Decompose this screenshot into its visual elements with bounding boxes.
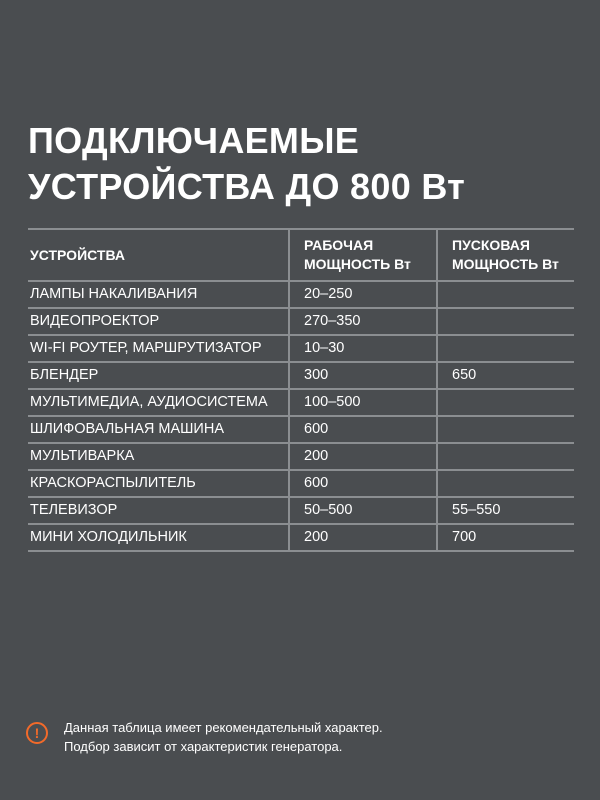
devices-table — [28, 228, 574, 552]
cell-starting-power — [436, 309, 574, 334]
cell-device: МУЛЬТИМЕДИА, АУДИОСИСТЕМА — [30, 394, 268, 410]
cell-working-power: 200 — [288, 525, 436, 550]
cell-starting-power — [436, 336, 574, 361]
table-row — [28, 309, 574, 336]
cell-working-power: 50–500 — [288, 498, 436, 523]
cell-working-power: 600 — [288, 471, 436, 496]
header-starting-power — [436, 230, 574, 280]
cell-starting-power: 650 — [436, 363, 574, 388]
header-starting-line-1: ПУСКОВАЯ — [452, 237, 530, 253]
cell-device: КРАСКОРАСПЫЛИТЕЛЬ — [30, 475, 196, 491]
title-line-1: ПОДКЛЮЧАЕМЫЕ — [28, 120, 360, 161]
cell-starting-power — [436, 390, 574, 415]
cell-starting-power: 700 — [436, 525, 574, 550]
cell-working-power: 100–500 — [288, 390, 436, 415]
cell-starting-power — [436, 417, 574, 442]
title-line-2: УСТРОЙСТВА ДО 800 Вт — [28, 166, 466, 207]
table-row — [28, 417, 574, 444]
table-row — [28, 282, 574, 309]
cell-working-power: 300 — [288, 363, 436, 388]
page-title — [28, 118, 465, 210]
table-row — [28, 390, 574, 417]
cell-working-power: 10–30 — [288, 336, 436, 361]
cell-working-power: 270–350 — [288, 309, 436, 334]
cell-working-power: 200 — [288, 444, 436, 469]
cell-starting-power: 55–550 — [436, 498, 574, 523]
cell-starting-power — [436, 444, 574, 469]
warning-icon: ! — [26, 722, 48, 744]
disclaimer-line-2: Подбор зависит от характеристик генератора. — [64, 739, 343, 754]
cell-device: БЛЕНДЕР — [30, 367, 99, 383]
cell-device: ТЕЛЕВИЗОР — [30, 502, 118, 518]
table-row — [28, 471, 574, 498]
table-row — [28, 444, 574, 471]
header-working-power — [288, 230, 436, 280]
table-row — [28, 525, 574, 552]
header-working-line-2: МОЩНОСТЬ Вт — [304, 256, 411, 272]
cell-device: ВИДЕОПРОЕКТОР — [30, 313, 160, 329]
header-device: УСТРОЙСТВА — [30, 246, 125, 263]
table-row — [28, 336, 574, 363]
table-row — [28, 363, 574, 390]
cell-device: WI-FI РОУТЕР, МАРШРУТИЗАТОР — [30, 340, 262, 356]
cell-starting-power — [436, 471, 574, 496]
cell-device: ЛАМПЫ НАКАЛИВАНИЯ — [30, 286, 198, 302]
cell-starting-power — [436, 282, 574, 307]
header-working-line-1: РАБОЧАЯ — [304, 237, 374, 253]
disclaimer-note — [26, 718, 383, 756]
table-row — [28, 498, 574, 525]
table-body — [28, 282, 574, 552]
cell-device: МУЛЬТИВАРКА — [30, 448, 135, 464]
table-header — [28, 228, 574, 282]
header-starting-line-2: МОЩНОСТЬ Вт — [452, 256, 559, 272]
cell-device: ШЛИФОВАЛЬНАЯ МАШИНА — [30, 421, 224, 437]
cell-working-power: 600 — [288, 417, 436, 442]
disclaimer-text — [64, 718, 383, 756]
cell-device: МИНИ ХОЛОДИЛЬНИК — [30, 529, 187, 545]
cell-working-power: 20–250 — [288, 282, 436, 307]
disclaimer-line-1: Данная таблица имеет рекомендательный характер. — [64, 720, 383, 735]
